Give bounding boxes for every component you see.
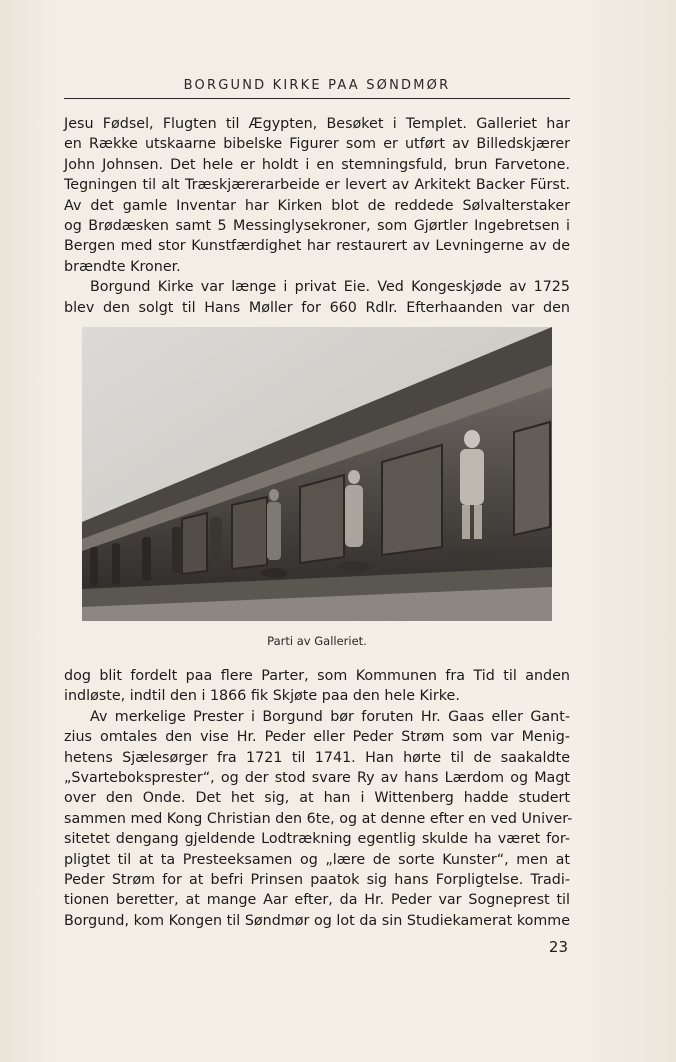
text-line: en Række utskaarne bibelske Figurer som er utført av Billedskjærer xyxy=(64,136,570,153)
running-head: BORGUND KIRKE PAA SØNDMØR xyxy=(183,78,451,93)
text-line: Bergen med stor Kunstfærdighet har restaurert av Levningerne av de xyxy=(64,238,570,255)
text-line: hetens Sjælesørger fra 1721 til 1741. Han hørte til de saakaldte xyxy=(64,749,570,766)
page-number: 23 xyxy=(548,938,568,956)
gallery-photo xyxy=(82,327,552,621)
text-line: Av merkelige Prester i Borgund bør foruten Hr. Gaas eller Gant- xyxy=(90,708,570,725)
text-line: brændte Kroner. xyxy=(64,258,181,275)
text-line: „Svarteboksprester“, og der stod svare Ry av hans Lærdom og Magt xyxy=(64,769,570,786)
paragraph-block-bottom xyxy=(64,666,573,931)
text-line: John Johnsen. Det hele er holdt i en stemningsfuld, brun Farvetone. xyxy=(64,156,570,173)
figure-caption: Parti av Galleriet. xyxy=(267,634,367,648)
text-line: Borgund Kirke var længe i privat Eie. Ved Kongeskjøde av 1725 xyxy=(90,279,570,296)
text-line: Jesu Fødsel, Flugten til Ægypten, Besøket i Templet. Galleriet har xyxy=(64,116,570,132)
text-line: blev den solgt til Hans Møller for 660 Rdlr. Efterhaanden var den xyxy=(64,299,570,316)
text-line: indløste, indtil den i 1866 fik Skjøte paa den hele Kirke. xyxy=(64,688,460,705)
text-line: over den Onde. Det het sig, at han i Wittenberg hadde studert xyxy=(64,790,570,807)
photo-gallery-carving-icon xyxy=(82,327,552,621)
text-line: og Brødæsken samt 5 Messinglysekroner, som Gjørtler Ingebretsen i xyxy=(64,217,570,234)
text-line: Av det gamle Inventar har Kirken blot de reddede Sølvalterstaker xyxy=(64,197,570,214)
text-line: dog blit fordelt paa flere Parter, som Kommunen fra Tid til anden xyxy=(64,668,570,684)
text-line: zius omtales den vise Hr. Peder eller Peder Strøm som var Menig- xyxy=(64,729,570,746)
text-line: tionen beretter, at mange Aar efter, da Hr. Peder var Sogneprest til xyxy=(64,892,570,909)
paragraph-block-top xyxy=(64,114,570,318)
text-line: Peder Strøm for at befri Prinsen paatok sig hans Forpligtelse. Tradi- xyxy=(64,871,570,888)
text-line: Tegningen til alt Træskjærerarbeide er levert av Arkitekt Backer Fürst. xyxy=(64,177,570,194)
text-line: Borgund, kom Kongen til Søndmør og lot da sin Studiekamerat komme xyxy=(64,912,570,929)
header-rule xyxy=(64,98,570,99)
text-line: pligtet til at ta Presteeksamen og „lære de sorte Kunster“, men at xyxy=(64,851,570,868)
text-line: sammen med Kong Christian den 6te, og at denne efter en ved Univer- xyxy=(64,810,573,827)
text-line: sitetet dengang gjeldende Lodtrækning egentlig skulde ha været for- xyxy=(64,831,570,848)
